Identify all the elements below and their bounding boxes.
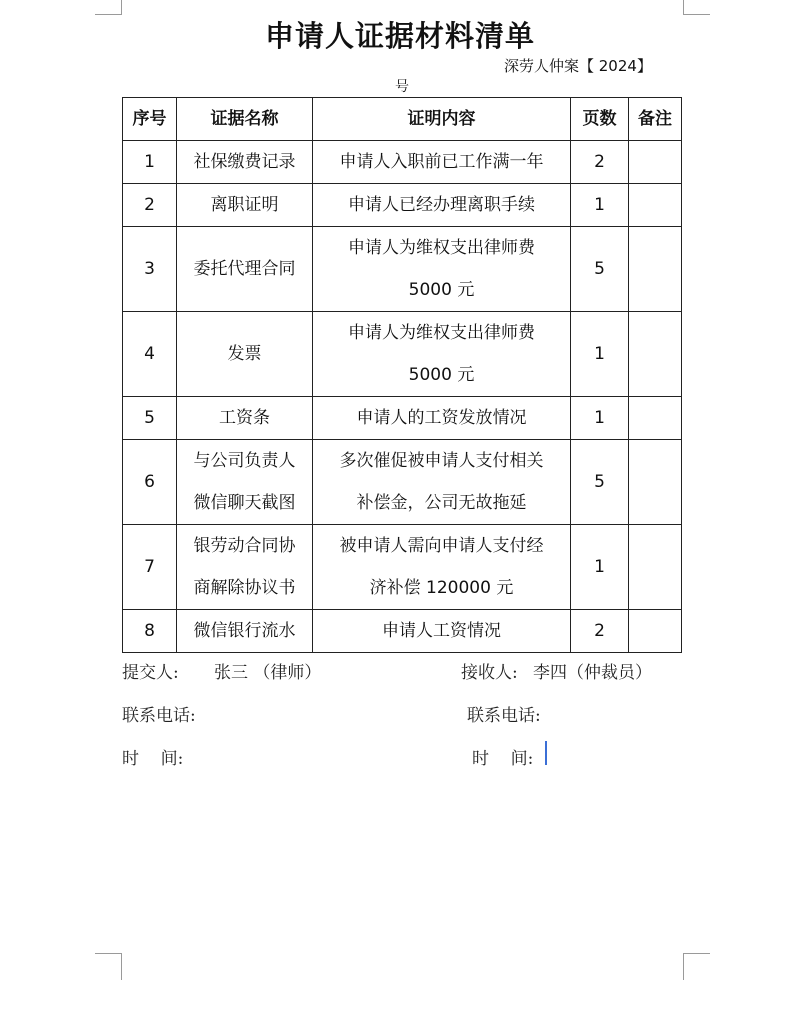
cell-content — [313, 141, 571, 184]
cell-no: 2 — [123, 184, 177, 227]
table-row — [123, 525, 682, 610]
crop-mark-bottom-left — [95, 953, 122, 980]
header-pages: 页数 — [571, 98, 629, 141]
cell-name — [177, 525, 313, 610]
cell-name-line: 工资条 — [219, 408, 270, 428]
table-row — [123, 312, 682, 397]
phone-label-right: 联系电话: — [467, 706, 541, 726]
case-number: 深劳人仲案【 2024】 — [504, 57, 652, 75]
cell-content-line: 5000 元 — [408, 280, 475, 300]
cell-note — [629, 610, 682, 653]
cell-content-line: 济补偿 120000 元 — [369, 578, 514, 598]
table-row — [123, 141, 682, 184]
cell-pages: 1 — [571, 312, 629, 397]
case-number-suffix: 号 — [395, 79, 409, 95]
cell-content-line: 申请人的工资发放情况 — [356, 408, 527, 428]
cell-name — [177, 184, 313, 227]
cell-no: 4 — [123, 312, 177, 397]
cell-note — [629, 184, 682, 227]
document-title: 申请人证据材料清单 — [264, 19, 535, 53]
table-row — [123, 184, 682, 227]
cell-note — [629, 227, 682, 312]
cell-content — [313, 610, 571, 653]
crop-mark-top-right — [683, 0, 710, 15]
cell-content-line: 补偿金，公司无故拖延 — [356, 493, 527, 513]
cell-name-line: 微信聊天截图 — [193, 493, 296, 513]
cell-name-line: 发票 — [227, 344, 262, 364]
cell-pages: 2 — [571, 141, 629, 184]
cell-content-line: 申请人工资情况 — [382, 621, 501, 641]
time-label-left: 时 间: — [122, 749, 184, 769]
cell-content-line: 多次催促被申请人支付相关 — [339, 451, 544, 471]
submitter-label: 提交人: — [122, 663, 179, 683]
cell-name-line: 与公司负责人 — [193, 451, 296, 471]
cell-no: 3 — [123, 227, 177, 312]
header-name: 证据名称 — [177, 98, 313, 141]
cell-name — [177, 397, 313, 440]
cell-content-line: 5000 元 — [408, 365, 475, 385]
receiver-label: 接收人: — [461, 663, 518, 683]
cell-content — [313, 397, 571, 440]
evidence-table — [122, 97, 682, 653]
table-header-row — [123, 98, 682, 141]
cell-no: 8 — [123, 610, 177, 653]
cell-no: 1 — [123, 141, 177, 184]
table-body — [123, 141, 682, 653]
cell-pages: 5 — [571, 227, 629, 312]
cell-name-line: 离职证明 — [210, 195, 279, 215]
receiver-value: 李四（仲裁员） — [533, 663, 652, 683]
cell-name — [177, 227, 313, 312]
cell-content-line: 申请人为维权支出律师费 — [348, 323, 535, 343]
cell-name-line: 社保缴费记录 — [193, 152, 296, 172]
cell-content-line: 申请人已经办理离职手续 — [348, 195, 535, 215]
text-cursor[interactable] — [545, 741, 547, 765]
phone-label-left: 联系电话: — [122, 706, 196, 726]
table-row — [123, 610, 682, 653]
cell-pages: 1 — [571, 184, 629, 227]
cell-name-line: 微信银行流水 — [193, 621, 296, 641]
cell-note — [629, 141, 682, 184]
cell-content — [313, 312, 571, 397]
cell-content-line: 被申请人需向申请人支付经 — [339, 536, 544, 556]
cell-pages: 1 — [571, 525, 629, 610]
cell-name-line: 委托代理合同 — [193, 259, 296, 279]
submitter-value: 张三 （律师） — [214, 663, 322, 683]
cell-pages: 1 — [571, 397, 629, 440]
cell-note — [629, 525, 682, 610]
cell-name — [177, 440, 313, 525]
cell-name-line: 商解除协议书 — [193, 578, 296, 598]
cell-note — [629, 312, 682, 397]
cell-name — [177, 141, 313, 184]
crop-mark-bottom-right — [683, 953, 710, 980]
cell-note — [629, 397, 682, 440]
cell-content — [313, 227, 571, 312]
crop-mark-top-left — [95, 0, 122, 15]
table-row — [123, 440, 682, 525]
header-content: 证明内容 — [313, 98, 571, 141]
table-row — [123, 227, 682, 312]
time-label-right: 时 间: — [472, 749, 534, 769]
cell-content — [313, 440, 571, 525]
cell-name — [177, 610, 313, 653]
cell-name — [177, 312, 313, 397]
cell-no: 5 — [123, 397, 177, 440]
cell-note — [629, 440, 682, 525]
cell-no: 7 — [123, 525, 177, 610]
cell-name-line: 银劳动合同协 — [193, 536, 296, 556]
cell-content — [313, 184, 571, 227]
cell-content-line: 申请人为维权支出律师费 — [348, 238, 535, 258]
cell-pages: 5 — [571, 440, 629, 525]
cell-content — [313, 525, 571, 610]
cell-no: 6 — [123, 440, 177, 525]
table-row — [123, 397, 682, 440]
cell-pages: 2 — [571, 610, 629, 653]
header-note: 备注 — [629, 98, 682, 141]
cell-content-line: 申请人入职前已工作满一年 — [339, 152, 544, 172]
header-no: 序号 — [123, 98, 177, 141]
